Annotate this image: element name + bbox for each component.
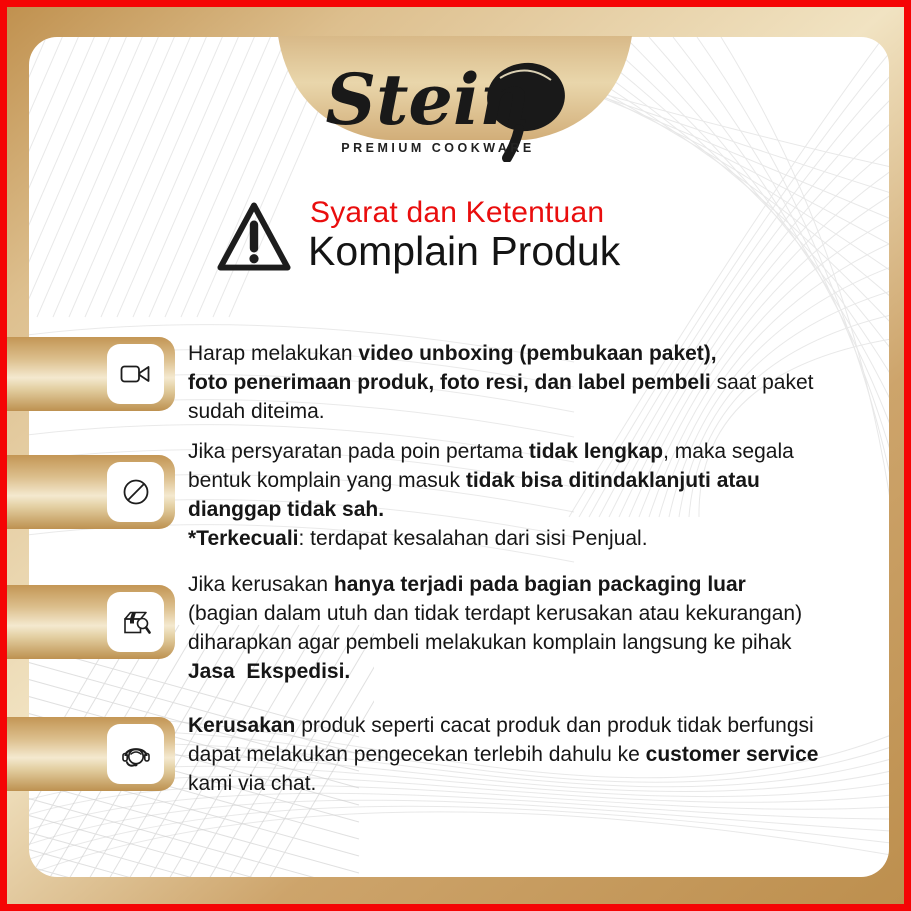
title-terms: Syarat dan Ketentuan	[310, 196, 605, 229]
section-text-invalid: Jika persyaratan pada poin pertama tidak lengkap, maka segala bentuk komplain yang masuk tidak bisa ditindaklanjuti atau dianggap tidak sah. *Terkecuali: terdapat kesalahan dari sisi Penjual.	[188, 440, 794, 550]
section-tab-invalid	[7, 455, 175, 529]
brand-name: Stein	[325, 58, 531, 141]
customer-service-headset-icon	[118, 736, 154, 772]
section-tab-packaging	[7, 585, 175, 659]
icon-box	[107, 592, 164, 652]
package-inspection-icon	[118, 604, 154, 640]
section-tab-customer-service	[7, 717, 175, 791]
brand-badge	[278, 36, 632, 162]
icon-box	[107, 724, 164, 784]
section-text-unboxing: Harap melakukan video unboxing (pembukaan paket), foto penerimaan produk, foto resi, dan label pembeli saat paket sudah diteima.	[188, 342, 814, 423]
section-text-packaging: Jika kerusakan hanya terjadi pada bagian packaging luar (bagian dalam utuh dan tidak terdapt kerusakan atau kekurangan) diharapkan agar pembeli melakukan komplain langsung ke pihak Jasa Ekspedisi.	[188, 573, 803, 683]
brand-tagline: PREMIUM COOKWARE	[341, 141, 535, 155]
section-tab-unboxing	[7, 337, 175, 411]
video-camera-icon	[118, 356, 154, 392]
warning-triangle-icon	[212, 193, 296, 285]
icon-box	[107, 462, 164, 522]
prohibition-icon	[118, 474, 154, 510]
icon-box	[107, 344, 164, 404]
title-complaint: Komplain Produk	[308, 228, 621, 274]
section-text-customer-service: Kerusakan produk seperti cacat produk dan produk tidak berfungsi dapat melakukan pengecekan terlebih dahulu ke customer service kami via chat.	[188, 714, 819, 795]
